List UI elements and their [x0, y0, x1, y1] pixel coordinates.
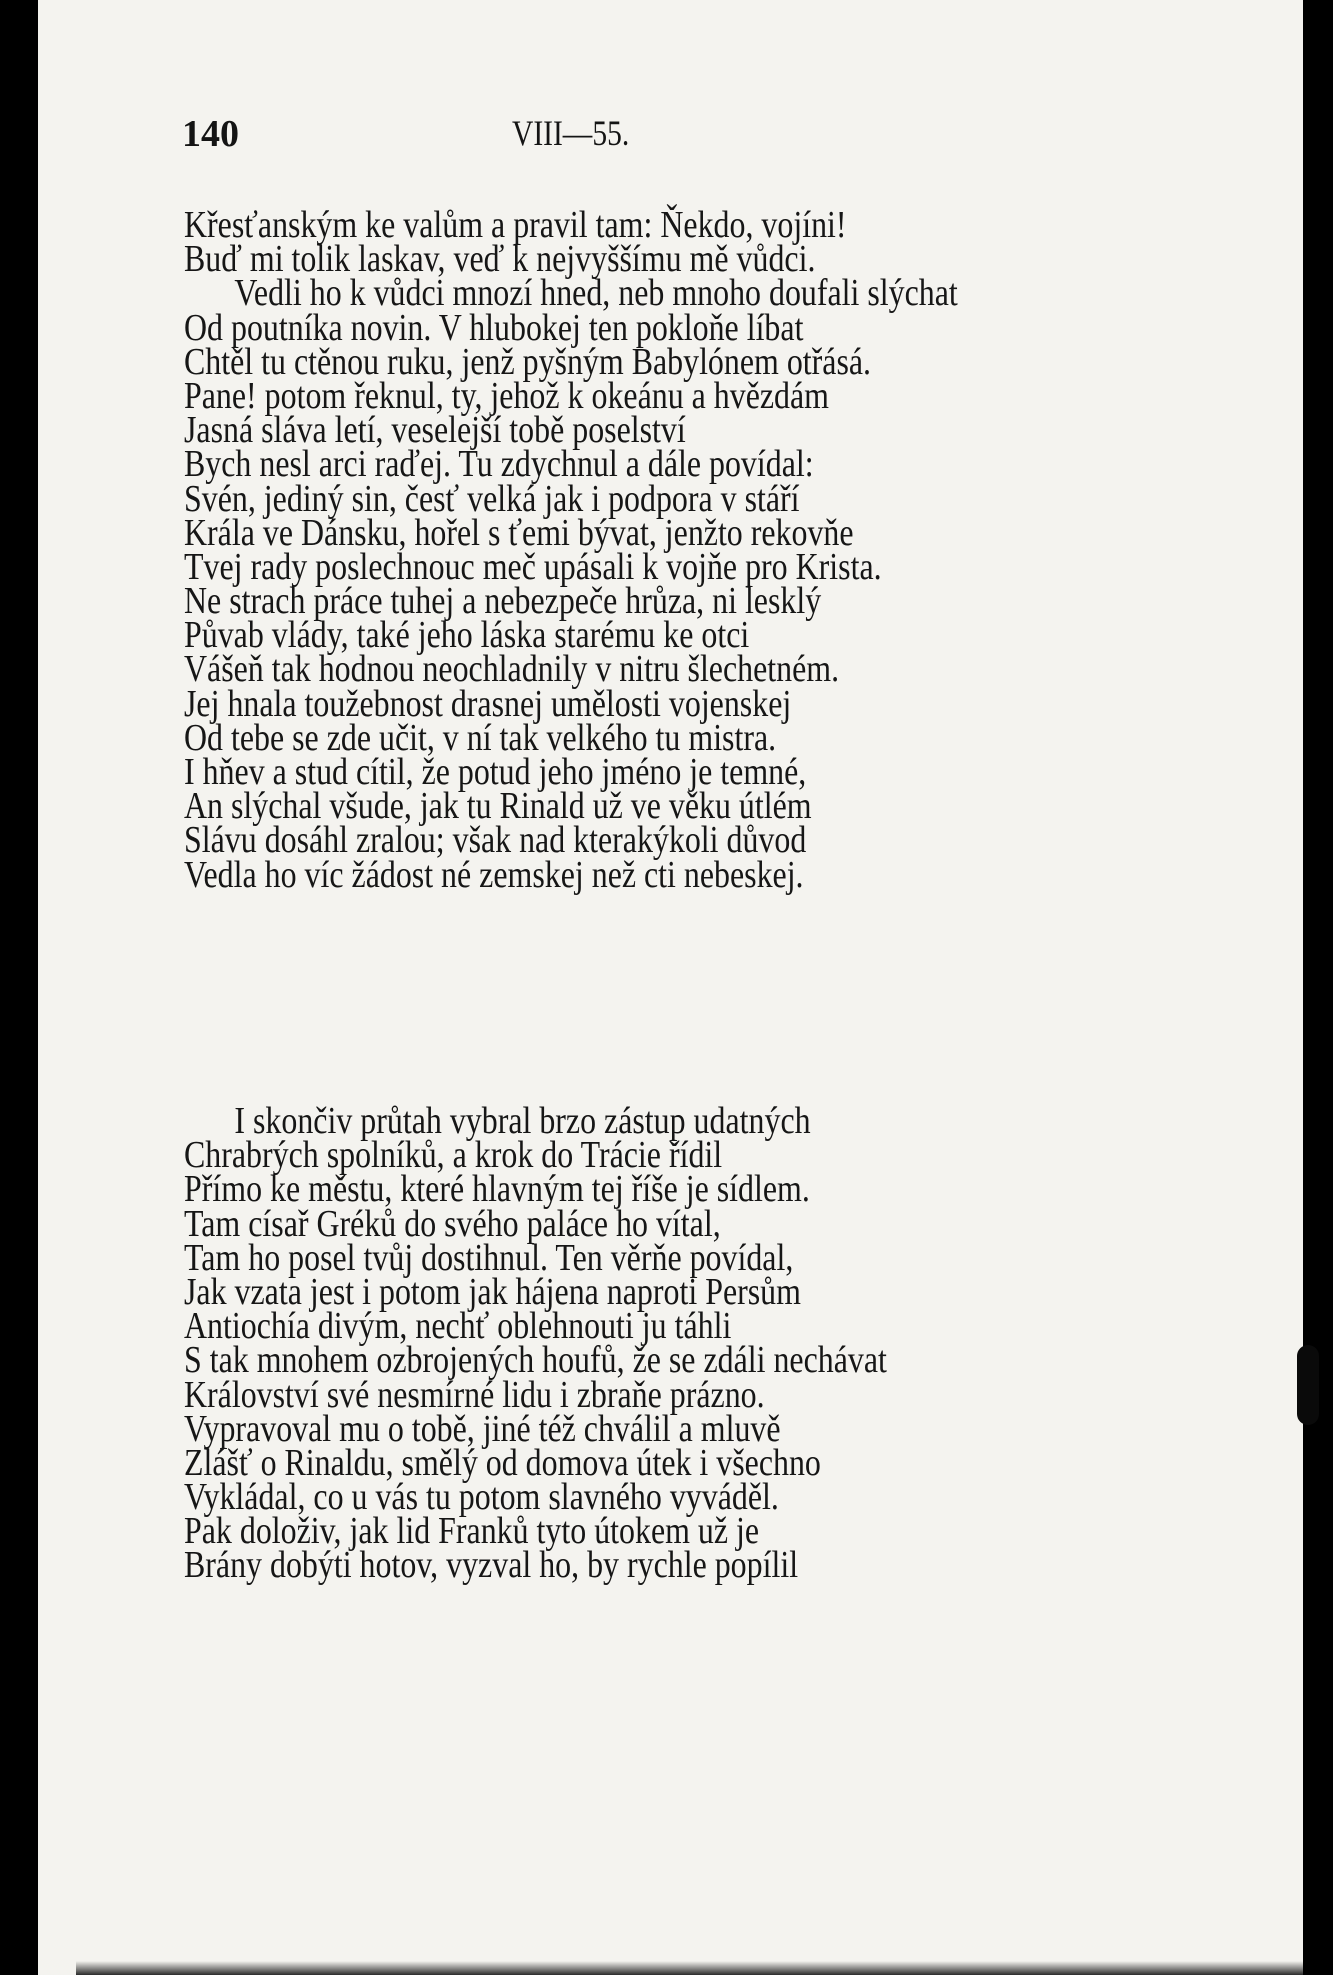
running-head	[182, 112, 652, 162]
page-bottom-shadow	[76, 1961, 1303, 1975]
verse-line: Půvab vlády, také jeho láska starému ke otci	[184, 614, 750, 657]
verse-line: Od poutníka novin. V hlubokej ten pokloňe líbat	[184, 306, 804, 349]
verse-line: Antiochía divým, nechť oblehnouti ju táhli	[184, 1305, 732, 1348]
verse-line: Vášeň tak hodnou neochladnily v nitru šlechetném.	[184, 648, 840, 691]
verse-line: Od tebe se zde učit, v ní tak velkého tu mistra.	[184, 716, 777, 759]
verse-line: An slýchal všude, jak tu Rinald už ve věku útlém	[184, 785, 812, 828]
verse-line: Království své nesmírné lidu i zbraňe prázno.	[184, 1373, 765, 1416]
verse-line: Chtěl tu ctěnou ruku, jenž pyšným Babylónem otřásá.	[184, 340, 872, 383]
verse-line: Krála ve Dánsku, hořel s ťemi bývat, jenžto rekovňe	[184, 511, 854, 554]
verse-line: Ne strach práce tuhej a nebezpeče hrůza, ni lesklý	[184, 580, 822, 623]
verse-line: I skončiv průtah vybral brzo zástup udatných	[234, 1100, 811, 1142]
verse-line: Bych nesl arci raďej. Tu zdychnul a dále povídal:	[184, 443, 814, 486]
verse-line: Vedla ho víc žádost né zemskej než cti nebeskej.	[184, 853, 804, 896]
scan-right-border	[1303, 0, 1333, 1975]
verse-line: Jak vzata jest i potom jak hájena naproti Persům	[184, 1270, 801, 1313]
verse-line: Brány dobýti hotov, vyzval ho, by rychle popílil	[184, 1544, 799, 1587]
verse-line: Jej hnala toužebnost drasnej umělosti vojenskej	[184, 682, 792, 725]
verse-line: Přímo ke městu, které hlavným tej říše je sídlem.	[184, 1168, 810, 1211]
verse-line: Křesťanským ke valům a pravil tam: Ňekdo, vojíni!	[184, 204, 847, 246]
verse-line: S tak mnohem ozbrojených houfů, že se zdáli nechávat	[184, 1339, 887, 1382]
verse-line: Vykládal, co u vás tu potom slavného vyváděl.	[184, 1476, 779, 1519]
binding-mark	[1297, 1345, 1319, 1425]
verse-line: Tam císař Gréků do svého paláce ho vítal,	[184, 1202, 721, 1245]
verse-line: Chrabrých spolníků, a krok do Trácie řídil	[184, 1134, 723, 1177]
verse-line: Pak doloživ, jak lid Franků tyto útokem už je	[184, 1510, 760, 1553]
verse-line: Tam ho posel tvůj dostihnul. Ten věrňe povídal,	[184, 1236, 794, 1279]
page-number: 140	[182, 113, 239, 155]
verse-line: Zlášť o Rinaldu, smělý od domova útek i všechno	[184, 1441, 821, 1484]
verse-line: I hňev a stud cítil, že potud jeho jméno je temné,	[184, 751, 807, 793]
verse-line: Buď mi tolik laskav, veď k nejvyššímu mě vůdci.	[184, 238, 816, 281]
stanza-1	[184, 204, 1105, 896]
verse-line: Vypravoval mu o tobě, jiné též chválil a mluvě	[184, 1407, 781, 1450]
book-page	[38, 0, 1303, 1975]
verse-line: Pane! potom řeknul, ty, jehož k okeánu a hvězdám	[184, 374, 830, 417]
verse-line: Vedli ho k vůdci mnozí hned, neb mnoho doufali slýchat	[234, 272, 958, 315]
verse-line: Slávu dosáhl zralou; však nad kterakýkoli důvod	[184, 819, 807, 862]
verse-line: Jasná sláva letí, veselejší tobě poselství	[184, 409, 686, 452]
verse-line: Svén, jediný sin, česť velká jak i podpora v stáří	[184, 477, 800, 520]
stanza-2	[184, 1100, 1021, 1587]
verse-line: Tvej rady poslechnouc meč upásali k vojňe pro Krista.	[184, 545, 882, 588]
section-reference: VIII—55.	[512, 113, 630, 153]
